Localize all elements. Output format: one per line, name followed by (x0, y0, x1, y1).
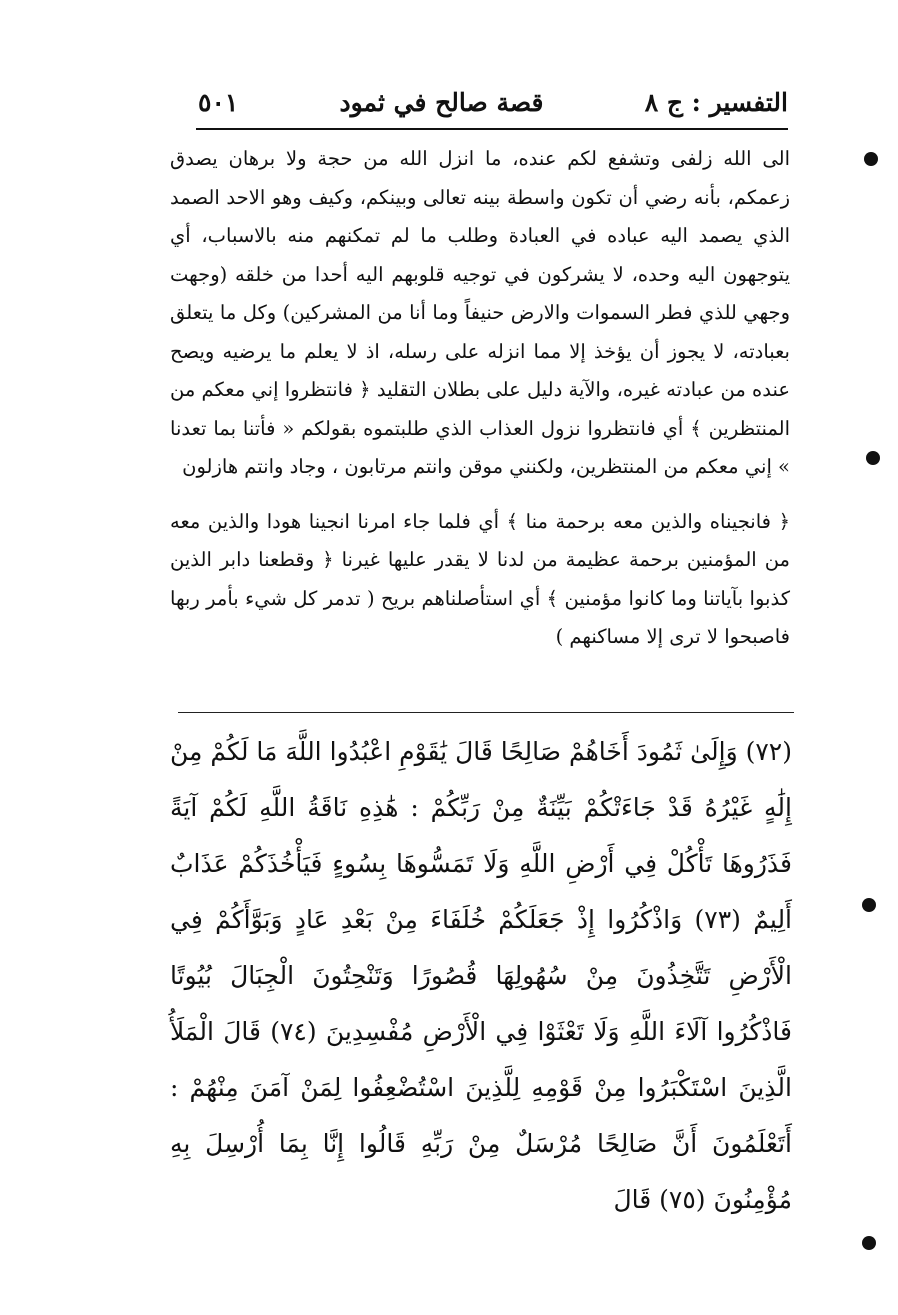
quran-verses (170, 724, 792, 1228)
tafsir-paragraph-2: ﴿ فانجيناه والذين معه برحمة منا ﴾ أي فلما جاء امرنا انجينا هودا والذين معه من المؤمنين برحمة عظيمة من لدنا لا يقدر عليها غيرنا ﴿ وقطعنا دابر الذين كذبوا بآياتنا وما كانوا مؤمنين ﴾ أي استأصلناهم بريح ( تدمر كل شيء بأمر ربها فاصبحوا لا ترى إلا مساكنهم ) (170, 509, 790, 648)
page-number: ٥٠١ (198, 87, 239, 117)
binding-hole-mark (862, 1236, 876, 1250)
section-divider (178, 712, 794, 713)
tafsir-paragraph-1: الى الله زلفى وتشفع لكم عنده، ما انزل الله من حجة ولا برهان يصدق زعمكم، بأنه رضي أن تكون واسطة بينه تعالى وبينكم، وكيف وهو الاحد الصمد الذي يصمد اليه عباده في العبادة وطلب ما لم تمكنهم منه بالاسباب، أي يتوجهون اليه وحده، لا يشركون في توجيه قلوبهم اليه أحدا من خلقه (وجهت وجهي للذي فطر السموات والارض حنيفاً وما أنا من المشركين) وكل ما يتعلق بعبادته، لا يجوز أن يؤخذ إلا مما انزله على رسله، اذ لا يعلم ما يرضيه ويصح عنده من عبادته غيره، والآية دليل على بطلان التقليد ﴿ فانتظروا إني معكم من المنتظرين ﴾ أي فانتظروا نزول العذاب الذي طلبتموه بقولكم « فأتنا بما تعدنا » إني معكم من المنتظرين، ولكنني موقن وانتم مرتابون ، وجاد وانتم هازلون (170, 147, 790, 478)
page-header (198, 82, 788, 122)
verses-text: (٧٢) وَإِلَىٰ ثَمُودَ أَخَاهُمْ صَالِحًا قَالَ يَٰقَوْمِ اعْبُدُوا اللَّهَ مَا لَكُمْ مِنْ إِلَٰهٍ غَيْرُهُ قَدْ جَاءَتْكُمْ بَيِّنَةٌ مِنْ رَبِّكُمْ : هَٰذِهِ نَاقَةُ اللَّهِ لَكُمْ آيَةً فَذَرُوهَا تَأْكُلْ فِي أَرْضِ اللَّهِ وَلَا تَمَسُّوهَا بِسُوءٍ فَيَأْخُذَكُمْ عَذَابٌ أَلِيمٌ (٧٣) وَاذْكُرُوا إِذْ جَعَلَكُمْ خُلَفَاءَ مِنْ بَعْدِ عَادٍ وَبَوَّأَكُمْ فِي الْأَرْضِ تَتَّخِذُونَ مِنْ سُهُولِهَا قُصُورًا وَتَنْحِتُونَ الْجِبَالَ بُيُوتًا فَاذْكُرُوا آلَاءَ اللَّهِ وَلَا تَعْثَوْا فِي الْأَرْضِ مُفْسِدِينَ (٧٤) قَالَ الْمَلَأُ الَّذِينَ اسْتَكْبَرُوا مِنْ قَوْمِهِ لِلَّذِينَ اسْتُضْعِفُوا لِمَنْ آمَنَ مِنْهُمْ : أَتَعْلَمُونَ أَنَّ صَالِحًا مُرْسَلٌ مِنْ رَبِّهِ قَالُوا إِنَّا بِمَا أُرْسِلَ بِهِ مُؤْمِنُونَ (٧٥) قَالَ (170, 737, 793, 1214)
chapter-title: قصة صالح في ثمود (339, 87, 544, 117)
binding-hole-mark (864, 152, 878, 166)
binding-hole-mark (862, 898, 876, 912)
header-rule (196, 128, 788, 130)
binding-hole-mark (866, 451, 880, 465)
tafsir-commentary (170, 140, 790, 657)
book-title: التفسير : ج ٨ (644, 87, 788, 117)
